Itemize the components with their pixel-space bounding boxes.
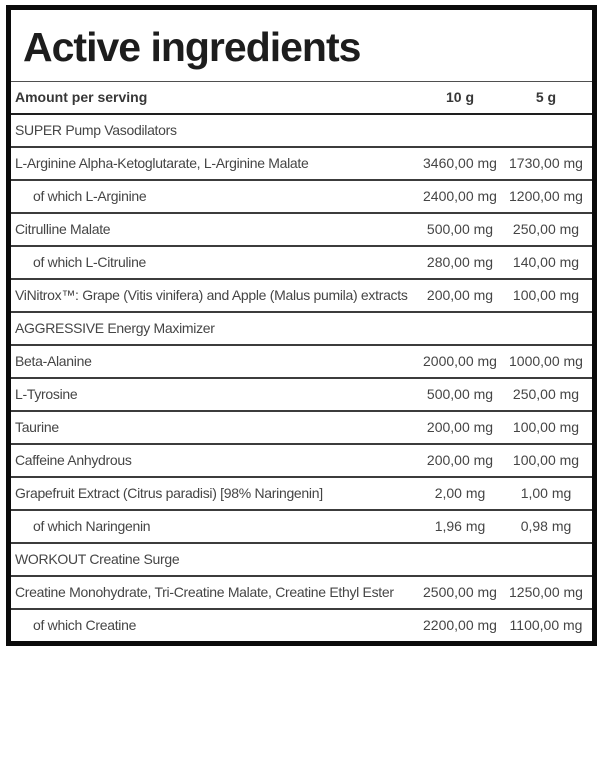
- ingredient-sublabel: of which Creatine: [33, 617, 137, 634]
- table-row: [11, 180, 592, 213]
- active-ingredients-panel: [6, 5, 597, 646]
- value-10g: 2000,00 mg: [420, 345, 500, 378]
- value-5g: 100,00 mg: [500, 411, 592, 444]
- value-10g: 2500,00 mg: [420, 576, 500, 609]
- ingredient-label: ViNitrox™: Grape (Vitis vinifera) and Apple (Malus pumila) extracts: [11, 279, 420, 312]
- table-header-row: [11, 82, 592, 114]
- ingredient-label: Caffeine Anhydrous: [11, 444, 420, 477]
- value-5g: 100,00 mg: [500, 444, 592, 477]
- table-row: [11, 609, 592, 641]
- section-row-aggressive-energy: [11, 312, 592, 345]
- section-label: SUPER Pump Vasodilators: [11, 114, 592, 147]
- table-row: [11, 213, 592, 246]
- table-row: [11, 279, 592, 312]
- column-header-5g: 5 g: [500, 82, 592, 114]
- section-row-super-pump: [11, 114, 592, 147]
- ingredient-label: L-Arginine Alpha-Ketoglutarate, L-Arginine Malate: [11, 147, 420, 180]
- value-5g: 1100,00 mg: [509, 617, 583, 634]
- column-header-amount-per-serving: Amount per serving: [11, 82, 420, 114]
- value-10g: 2,00 mg: [420, 477, 500, 510]
- ingredient-label: Taurine: [11, 411, 420, 444]
- column-header-10g: 10 g: [420, 82, 500, 114]
- section-label: WORKOUT Creatine Surge: [11, 543, 592, 576]
- value-5g: 140,00 mg: [500, 246, 592, 279]
- table-row: [11, 576, 592, 609]
- table-row: [11, 510, 592, 543]
- value-10g: 200,00 mg: [420, 279, 500, 312]
- table-row: [11, 345, 592, 378]
- table-row: [11, 477, 592, 510]
- value-10g: 200,00 mg: [420, 411, 500, 444]
- ingredient-label: Creatine Monohydrate, Tri-Creatine Malate, Creatine Ethyl Ester: [11, 576, 420, 609]
- ingredient-sublabel: of which L-Citruline: [11, 246, 420, 279]
- value-5g: 1,00 mg: [500, 477, 592, 510]
- ingredient-sublabel: of which L-Arginine: [11, 180, 420, 213]
- value-5g: 1000,00 mg: [500, 345, 592, 378]
- ingredient-sublabel: of which Naringenin: [11, 510, 420, 543]
- value-5g: 1200,00 mg: [500, 180, 592, 213]
- table-row: [11, 378, 592, 411]
- table-row: [11, 147, 592, 180]
- table-row: [11, 411, 592, 444]
- section-label: AGGRESSIVE Energy Maximizer: [11, 312, 592, 345]
- page-title: Active ingredients: [11, 10, 592, 82]
- value-10g: 2200,00 mg: [423, 617, 497, 634]
- value-10g: 2400,00 mg: [420, 180, 500, 213]
- value-5g: 1730,00 mg: [500, 147, 592, 180]
- ingredient-label: L-Tyrosine: [11, 378, 420, 411]
- ingredient-label: Citrulline Malate: [11, 213, 420, 246]
- value-10g: 3460,00 mg: [420, 147, 500, 180]
- table-row: [11, 444, 592, 477]
- value-5g: 100,00 mg: [500, 279, 592, 312]
- ingredient-label: Beta-Alanine: [11, 345, 420, 378]
- value-5g: 1250,00 mg: [500, 576, 592, 609]
- value-10g: 280,00 mg: [420, 246, 500, 279]
- value-10g: 500,00 mg: [420, 378, 500, 411]
- ingredient-label: Grapefruit Extract (Citrus paradisi) [98% Naringenin]: [11, 477, 420, 510]
- table-row: [11, 246, 592, 279]
- value-10g: 500,00 mg: [420, 213, 500, 246]
- ingredients-table: [11, 82, 592, 641]
- value-5g: 250,00 mg: [500, 378, 592, 411]
- value-10g: 1,96 mg: [420, 510, 500, 543]
- section-row-workout-creatine: [11, 543, 592, 576]
- value-5g: 0,98 mg: [500, 510, 592, 543]
- value-10g: 200,00 mg: [420, 444, 500, 477]
- value-5g: 250,00 mg: [500, 213, 592, 246]
